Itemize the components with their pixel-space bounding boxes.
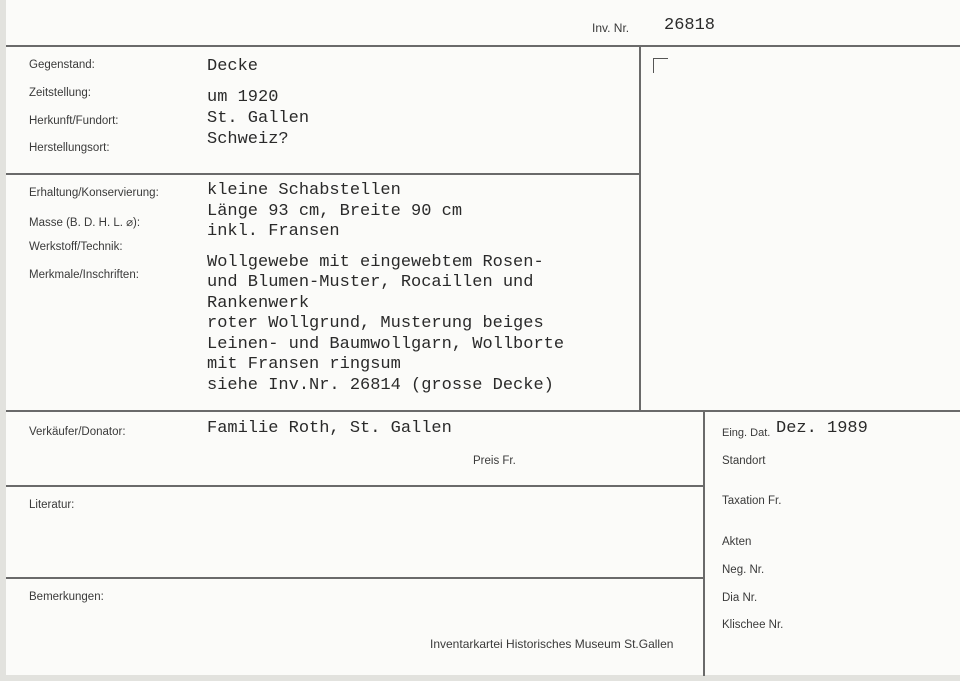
value-herkunft: St. Gallen xyxy=(207,109,310,128)
label-akten: Akten xyxy=(722,536,752,548)
value-herstellungsort: Schweiz? xyxy=(207,130,289,149)
rule-section3 xyxy=(6,485,704,487)
label-taxation: Taxation Fr. xyxy=(722,495,782,507)
label-erhaltung: Erhaltung/Konservierung: xyxy=(29,187,159,199)
rule-vertical-upper xyxy=(639,45,641,411)
label-masse: Masse (B. D. H. L. ⌀): xyxy=(29,217,141,229)
label-herkunft: Herkunft/Fundort: xyxy=(29,115,119,127)
description-line: roter Wollgrund, Musterung beiges xyxy=(207,314,544,333)
description-line: und Blumen-Muster, Rocaillen und xyxy=(207,273,534,292)
label-eing-dat: Eing. Dat. xyxy=(722,427,771,439)
value-zeitstellung: um 1920 xyxy=(207,88,279,107)
card-edge-bottom xyxy=(0,675,960,681)
label-preis: Preis Fr. xyxy=(473,455,516,467)
label-standort: Standort xyxy=(722,455,766,467)
description-line: Wollgewebe mit eingewebtem Rosen- xyxy=(207,252,544,272)
description-line: mit Fransen ringsum xyxy=(207,355,401,374)
rule-vertical-lower xyxy=(703,410,705,676)
description-line: Länge 93 cm, Breite 90 cm xyxy=(207,201,463,221)
inv-nr-value: 26818 xyxy=(664,16,716,35)
description-line: Leinen- und Baumwollgarn, Wollborte xyxy=(207,334,565,354)
rule-top xyxy=(6,45,960,47)
label-dia-nr: Dia Nr. xyxy=(722,592,758,604)
footer-museum: Inventarkartei Historisches Museum St.Gallen xyxy=(430,637,674,651)
label-verkaeufer: Verkäufer/Donator: xyxy=(29,426,126,438)
label-werkstoff: Werkstoff/Technik: xyxy=(29,241,123,253)
label-merkmale: Merkmale/Inschriften: xyxy=(29,269,139,281)
label-bemerkungen: Bemerkungen: xyxy=(29,591,104,603)
description-line xyxy=(207,243,564,253)
description-line: Rankenwerk xyxy=(207,293,310,313)
value-verkaeufer: Familie Roth, St. Gallen xyxy=(207,419,452,438)
label-neg-nr: Neg. Nr. xyxy=(722,564,765,576)
rule-section1 xyxy=(6,173,640,175)
value-gegenstand: Decke xyxy=(207,57,259,76)
label-zeitstellung: Zeitstellung: xyxy=(29,87,92,99)
label-gegenstand: Gegenstand: xyxy=(29,59,95,71)
rule-section4 xyxy=(6,577,704,579)
value-eing-dat: Dez. 1989 xyxy=(776,419,868,438)
inv-nr-label: Inv. Nr. xyxy=(592,21,630,35)
label-herstellungsort: Herstellungsort: xyxy=(29,142,110,154)
description-block xyxy=(207,181,564,396)
rule-section2 xyxy=(6,410,960,412)
description-line: inkl. Fransen xyxy=(207,222,340,241)
description-line: siehe Inv.Nr. 26814 (grosse Decke) xyxy=(207,375,554,395)
photo-corner-mark xyxy=(653,58,668,73)
description-line: kleine Schabstellen xyxy=(207,181,401,200)
label-literatur: Literatur: xyxy=(29,499,75,511)
label-klischee-nr: Klischee Nr. xyxy=(722,619,784,631)
